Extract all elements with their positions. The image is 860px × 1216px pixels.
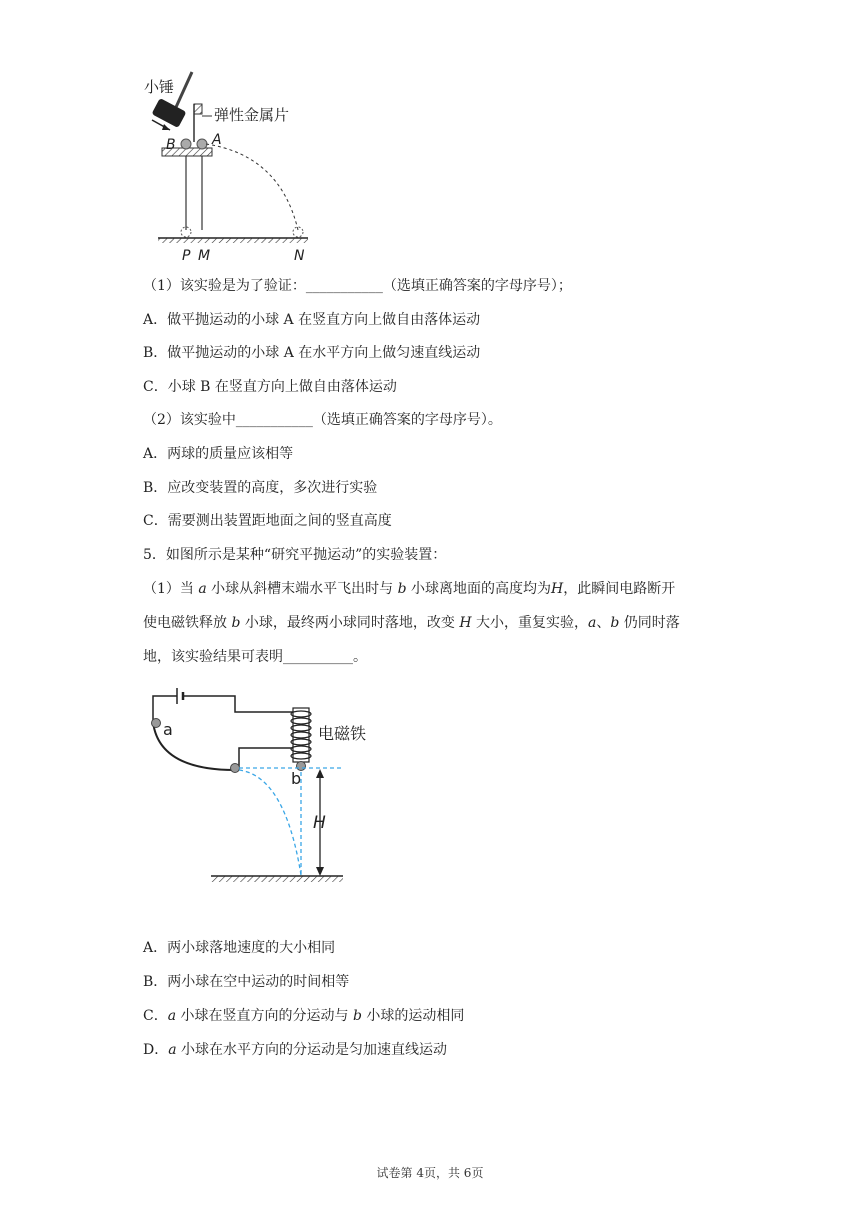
circuit-wire-bottom — [239, 748, 293, 768]
height-arrow-top — [316, 769, 324, 778]
var-a: a — [198, 581, 207, 597]
ground-hatch — [158, 238, 308, 243]
trajectory-dashed — [206, 144, 298, 230]
label-P: P — [182, 248, 191, 264]
height-arrow-bottom — [316, 867, 324, 876]
q4-part1-option-a: A．做平抛运动的小球 A 在竖直方向上做自由落体运动 — [143, 312, 481, 328]
ball-a-start — [152, 719, 161, 728]
q4-part2-option-c: C．需要测出装置距地面之间的竖直高度 — [143, 513, 392, 529]
q5-title: 5．如图所示是某种“研究平抛运动”的实验装置： — [143, 547, 447, 563]
label-H: H — [313, 813, 326, 833]
magnet-label: 电磁铁 — [318, 724, 367, 743]
page-footer: 试卷第 4页，共 6页 — [376, 1166, 484, 1180]
q5-option-b: B．两小球在空中运动的时间相等 — [143, 974, 350, 990]
label-M: M — [198, 248, 211, 264]
q4-part1-option-b: B．做平抛运动的小球 A 在水平方向上做匀速直线运动 — [143, 345, 481, 361]
var-b: b — [397, 581, 407, 597]
var-H: H — [551, 581, 564, 597]
q4-part2-option-a: A．两球的质量应该相等 — [143, 446, 294, 462]
label-N: N — [294, 248, 305, 264]
hammer-label: 小锤 — [144, 78, 175, 96]
q5-line2: 使电磁铁释放 b 小球，最终两小球同时落地，改变 H 大小，重复实验，a、b 仍同时落 — [143, 615, 680, 631]
q5-line1: （1）当 a 小球从斜槽末端水平飞出时与 b 小球离地面的高度均为H，此瞬间电路断开 — [143, 581, 676, 597]
var-a: a — [588, 615, 597, 631]
q5-option-d: D．a 小球在水平方向的分运动是匀加速直线运动 — [143, 1042, 448, 1058]
ball-a-end — [231, 764, 240, 773]
label-a: a — [163, 720, 173, 739]
q5-option-a: A．两小球落地速度的大小相同 — [143, 940, 336, 956]
spring-label: 弹性金属片 — [214, 106, 290, 124]
ground-hatch — [211, 876, 343, 882]
spring-flag — [194, 104, 202, 114]
ball-B — [181, 139, 191, 149]
figure-electromagnet-apparatus — [145, 680, 367, 890]
q4-part2: （2）该实验中___________（选填正确答案的字母序号）。 — [143, 412, 502, 428]
label-B: B — [166, 137, 176, 153]
label-b: b — [291, 769, 302, 788]
hammer-arrow-head — [162, 124, 170, 130]
q4-part2-option-b: B．应改变装置的高度，多次进行实验 — [143, 480, 378, 496]
ball-A — [197, 139, 207, 149]
q4-part1: （1）该实验是为了验证：___________（选填正确答案的字母序号）； — [143, 278, 572, 294]
label-A: A — [212, 132, 222, 148]
var-H: H — [459, 615, 472, 631]
var-b: b — [231, 615, 241, 631]
circuit-wire-right — [183, 696, 293, 712]
q5-line3: 地，该实验结果可表明__________。 — [143, 649, 367, 665]
figure-hammer-apparatus — [140, 60, 340, 265]
q4-part1-option-c: C．小球 B 在竖直方向上做自由落体运动 — [143, 379, 397, 395]
var-b: b — [610, 615, 620, 631]
q5-option-c: C．a 小球在竖直方向的分运动与 b 小球的运动相同 — [143, 1008, 465, 1024]
